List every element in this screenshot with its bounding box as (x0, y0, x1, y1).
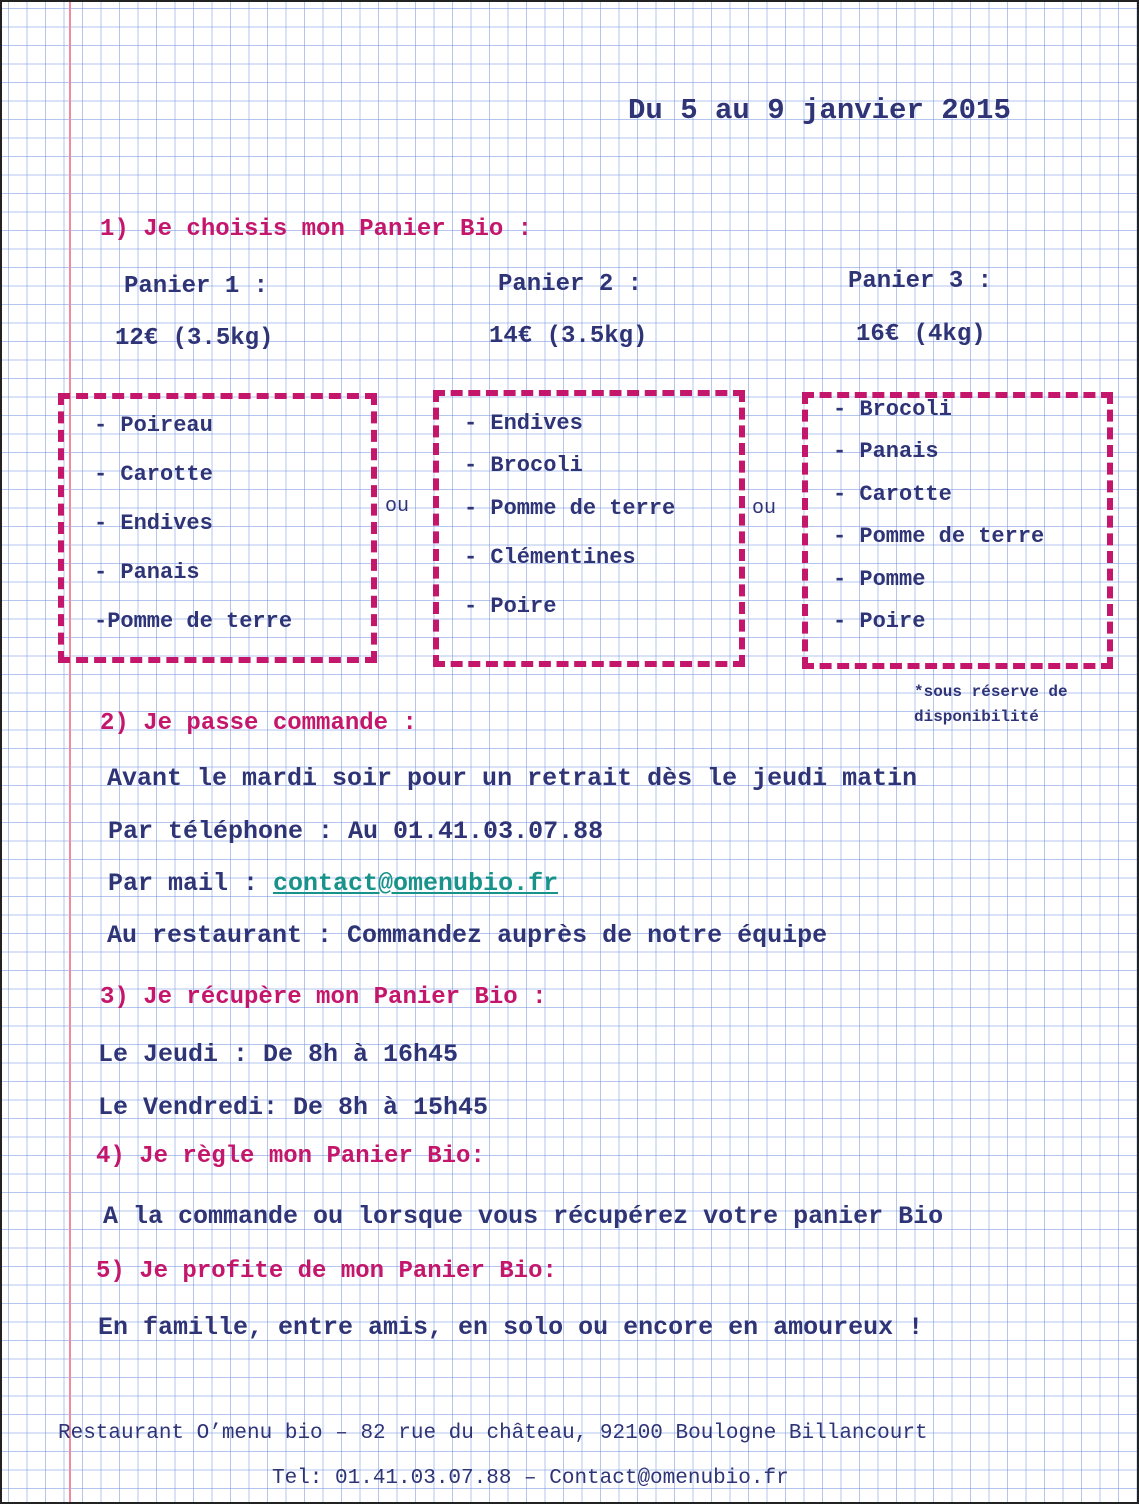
panier2-price: 14€ (3.5kg) (489, 323, 648, 350)
panier1-price: 12€ (3.5kg) (115, 325, 274, 352)
panier1-item: - Carotte (94, 462, 213, 487)
panier3-item: - Carotte (833, 482, 952, 507)
section2-heading: 2) Je passe commande : (100, 710, 417, 737)
panier1-item: - Poireau (94, 413, 213, 438)
panier2-item: - Pomme de terre (464, 496, 676, 521)
section3-heading: 3) Je récupère mon Panier Bio : (100, 984, 547, 1011)
panier2-item: - Endives (464, 411, 583, 436)
panier2-item: - Brocoli (464, 453, 583, 478)
panier3-item: - Pomme de terre (833, 524, 1045, 549)
panier3-item: - Poire (833, 609, 926, 634)
order-deadline: Avant le mardi soir pour un retrait dès le jeudi matin (107, 764, 918, 793)
availability-note: disponibilité (914, 708, 1039, 726)
section5-heading: 5) Je profite de mon Panier Bio: (96, 1258, 557, 1285)
pickup-jeudi: Le Jeudi : De 8h à 16h45 (98, 1040, 459, 1069)
date-range: Du 5 au 9 janvier 2015 (628, 94, 1011, 127)
footer-address: Restaurant O’menu bio – 82 rue du château, 92100 Boulogne Billancourt (58, 1422, 928, 1445)
email-link[interactable]: contact@omenubio.fr (273, 869, 559, 898)
enjoy-text: En famille, entre amis, en solo ou encore en amoureux ! (98, 1313, 924, 1342)
margin-line (69, 2, 71, 1502)
panier1-item: - Endives (94, 511, 213, 536)
order-mail-label: Par mail : (108, 869, 274, 898)
panier2-item: - Poire (464, 594, 557, 619)
panier3-item: - Pomme (833, 567, 926, 592)
panier1-item: -Pomme de terre (94, 609, 293, 634)
footer-contact: Tel: 01.41.03.07.88 – Contact@omenubio.fr (272, 1467, 789, 1490)
payment-text: A la commande ou lorsque vous récupérez votre panier Bio (103, 1202, 944, 1231)
availability-note: *sous réserve de (914, 683, 1068, 701)
panier1-name: Panier 1 : (124, 273, 269, 300)
pickup-vendredi: Le Vendredi: De 8h à 15h45 (98, 1093, 489, 1122)
panier2-name: Panier 2 : (498, 271, 643, 298)
or-separator: ou (752, 497, 777, 520)
order-mail (108, 869, 558, 898)
panier3-price: 16€ (4kg) (856, 321, 986, 348)
section4-heading: 4) Je règle mon Panier Bio: (96, 1143, 485, 1170)
panier3-item: - Panais (833, 439, 939, 464)
order-phone: Par téléphone : Au 01.41.03.07.88 (108, 817, 604, 846)
or-separator: ou (385, 495, 410, 518)
panier1-item: - Panais (94, 560, 200, 585)
section1-heading: 1) Je choisis mon Panier Bio : (100, 216, 533, 243)
panier2-item: - Clémentines (464, 545, 636, 570)
order-restaurant: Au restaurant : Commandez auprès de notre équipe (107, 921, 828, 950)
panier3-name: Panier 3 : (848, 268, 993, 295)
panier3-item: - Brocoli (833, 397, 952, 422)
